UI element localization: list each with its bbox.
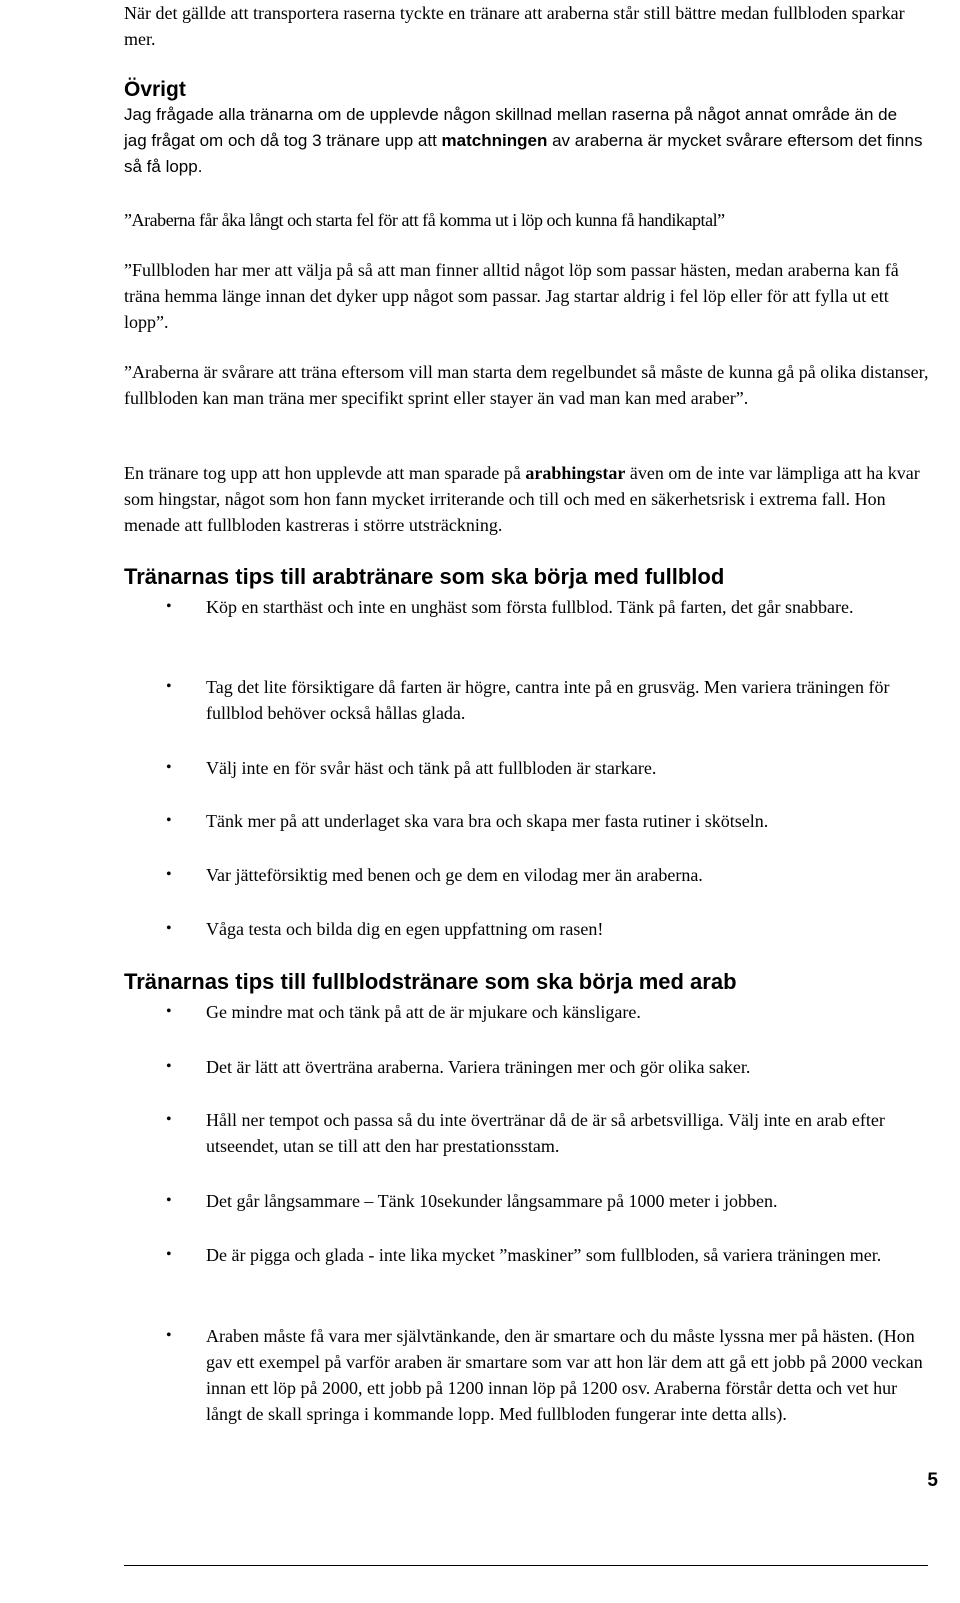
list-item-text: Det går långsammare – Tänk 10sekunder långsammare på 1000 meter i jobben. <box>206 1191 778 1211</box>
list-item-text: Ge mindre mat och tänk på att de är mjukare och känsligare. <box>206 1002 641 1022</box>
list-item <box>124 594 936 620</box>
quote-3: ”Araberna är svårare att träna eftersom vill man starta dem regelbundet så måste de kunna gå på olika distanser, fullbloden kan man träna mer specifikt sprint eller stayer än vad man kan med araber”. <box>124 362 929 408</box>
stallion-text-before: En tränare tog upp att hon upplevde att man sparade på <box>124 463 526 483</box>
list-item-text: Håll ner tempot och passa så du inte övertränar då de är så arbetsvilliga. Välj inte en arab efter utseendet, utan se till att den har prestationsstam. <box>206 1110 885 1156</box>
bullet-icon: • <box>166 598 172 615</box>
list-item <box>124 755 936 781</box>
list-item <box>124 1107 941 1159</box>
list-item-text: Köp en starthäst och inte en unghäst som första fullblod. Tänk på farten, det går snabbare. <box>206 597 854 617</box>
quote-2: ”Fullbloden har mer att välja på så att man finner alltid något löp som passar hästen, medan araberna kan få träna hemma länge innan det dyker upp något som passar. Jag startar aldrig i fel löp eller för att fylla ut ett lopp”. <box>124 260 899 332</box>
list-item-text: Tänk mer på att underlaget ska vara bra och skapa mer fasta rutiner i skötseln. <box>206 811 769 831</box>
list-item-text: Det är lätt att överträna araberna. Variera träningen mer och gör olika saker. <box>206 1057 751 1077</box>
list-item <box>124 999 936 1025</box>
list-item-text: Tag det lite försiktigare då farten är högre, cantra inte på en grusväg. Men variera träningen för fullblod behöver också hållas glada. <box>206 677 890 723</box>
section-heading-arab-trainers: Tränarnas tips till arabtränare som ska börja med fullblod <box>124 564 725 589</box>
stallion-bold-term: arabhingstar <box>525 463 626 483</box>
ovrigt-bold-term: matchningen <box>441 131 548 150</box>
list-item <box>124 808 936 834</box>
bullet-icon: • <box>166 1003 172 1020</box>
list-item-text: Araben måste få vara mer självtänkande, den är smartare och du måste lyssna mer på hästen. (Hon gav ett exempel på varför araben är smartare som var att hon lär dem att gå ett jobb på 2000 veckan innan ett löp på 2000, ett jobb på 1200 innan löp på 1200 osv. Araberna förstår detta och vet hur långt de skall springa i kommande lopp. Med fullbloden fungerar inte detta alls). <box>206 1326 923 1424</box>
list-item <box>124 1188 941 1214</box>
bullet-icon: • <box>166 920 172 937</box>
list-item-text: De är pigga och glada - inte lika mycket ”maskiner” som fullbloden, så variera träningen mer. <box>206 1245 882 1265</box>
intro-paragraph: När det gällde att transportera raserna tyckte en tränare att araberna står still bättre medan fullbloden sparkar mer. <box>124 3 905 49</box>
bullet-icon: • <box>166 1111 172 1128</box>
bullet-icon: • <box>166 759 172 776</box>
bullet-icon: • <box>166 866 172 883</box>
list-item-text: Våga testa och bilda dig en egen uppfattning om rasen! <box>206 919 604 939</box>
list-item-text: Var jätteförsiktig med benen och ge dem en vilodag mer än araberna. <box>206 865 703 885</box>
bullet-icon: • <box>166 1058 172 1075</box>
quote-1: ”Araberna får åka långt och starta fel för att få komma ut i löp och kunna få handikaptal” <box>124 210 725 230</box>
ovrigt-text-after: av araberna är mycket svårare eftersom det finns så få lopp. <box>124 131 923 176</box>
section-heading-thoroughbred-trainers: Tränarnas tips till fullblodstränare som ska börja med arab <box>124 969 737 994</box>
bullet-icon: • <box>166 678 172 695</box>
list-item <box>124 1323 936 1427</box>
list-item <box>124 862 936 888</box>
list-item-text: Välj inte en för svår häst och tänk på att fullbloden är starkare. <box>206 758 657 778</box>
ovrigt-heading: Övrigt <box>124 78 186 101</box>
stallion-text-after: även om de inte var lämpliga att ha kvar som hingstar, något som hon fann mycket irriterande och till och med en säkerhetsrisk i extrema fall. Hon menade att fullbloden kastreras i större utsträckning. <box>124 463 920 535</box>
bullet-icon: • <box>166 812 172 829</box>
footer-divider <box>124 1565 928 1566</box>
bullet-icon: • <box>166 1192 172 1209</box>
ovrigt-text-before: Jag frågade alla tränarna om de upplevde någon skillnad mellan raserna på något annat område än de jag frågat om och då tog 3 tränare upp att <box>124 105 898 150</box>
list-item <box>124 1054 936 1080</box>
ovrigt-paragraph <box>124 102 924 180</box>
list-item <box>124 1242 936 1268</box>
bullet-icon: • <box>166 1327 172 1344</box>
list-item <box>124 674 936 726</box>
stallion-paragraph <box>124 460 936 538</box>
page-number: 5 <box>927 1470 938 1491</box>
list-item <box>124 916 936 942</box>
bullet-icon: • <box>166 1246 172 1263</box>
